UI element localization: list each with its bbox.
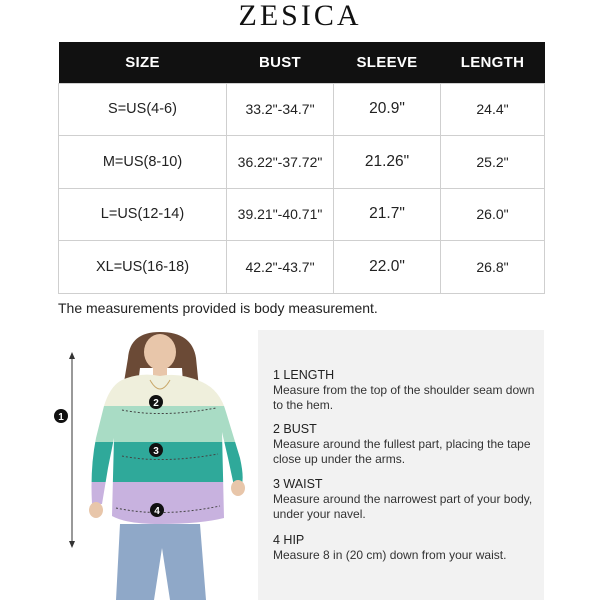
measurement-guide-panel	[258, 330, 544, 600]
marker-2-label: 2	[153, 398, 159, 409]
cell-length: 25.2"	[441, 136, 545, 189]
header-size: SIZE	[59, 42, 227, 83]
table-row	[59, 136, 545, 189]
guide-item-hip	[273, 533, 538, 563]
cell-size: XL=US(16-18)	[59, 241, 227, 294]
header-bust: BUST	[227, 42, 334, 83]
header-length: LENGTH	[441, 42, 545, 83]
guide-item-length	[273, 368, 538, 413]
guide-title: 4 HIP	[273, 533, 305, 547]
cell-bust: 33.2"-34.7"	[227, 83, 334, 136]
guide-title: 3 WAIST	[273, 477, 323, 491]
guide-title: 1 LENGTH	[273, 368, 335, 382]
guide-description: Measure from the top of the shoulder seam down to the hem.	[273, 383, 535, 412]
table-row	[59, 241, 545, 294]
guide-description: Measure around the fullest part, placing the tape close up under the arms.	[273, 437, 531, 466]
marker-1-label: 1	[58, 412, 64, 423]
cell-length: 26.8"	[441, 241, 545, 294]
measurement-note: The measurements provided is body measurement.	[58, 300, 378, 316]
guide-description: Measure 8 in (20 cm) down from your waist.	[273, 548, 507, 562]
cell-bust: 39.21"-40.71"	[227, 188, 334, 241]
cell-bust: 36.22"-37.72"	[227, 136, 334, 189]
cell-sleeve: 20.9"	[334, 83, 441, 136]
cell-sleeve: 22.0"	[334, 241, 441, 294]
guide-item-waist	[273, 477, 538, 522]
cell-sleeve: 21.7"	[334, 188, 441, 241]
table-row	[59, 83, 545, 136]
length-arrow-bottom	[69, 541, 75, 548]
size-chart-table	[58, 42, 545, 294]
guide-description: Measure around the narrowest part of your body, under your navel.	[273, 492, 533, 521]
marker-4-label: 4	[154, 506, 160, 517]
length-arrow-top	[69, 352, 75, 359]
cell-sleeve: 21.26"	[334, 136, 441, 189]
face-shape	[144, 334, 176, 370]
cell-bust: 42.2"-43.7"	[227, 241, 334, 294]
cell-size: S=US(4-6)	[59, 83, 227, 136]
guide-item-bust	[273, 422, 538, 467]
cell-length: 24.4"	[441, 83, 545, 136]
jeans-shape	[116, 524, 206, 600]
marker-3-label: 3	[153, 446, 159, 457]
header-sleeve: SLEEVE	[334, 42, 441, 83]
model-figure	[50, 328, 260, 600]
right-hand	[231, 480, 245, 496]
table-row	[59, 188, 545, 241]
brand-logo: ZESICA	[238, 0, 362, 32]
guide-title: 2 BUST	[273, 422, 317, 436]
left-hand	[89, 502, 103, 518]
cell-size: L=US(12-14)	[59, 188, 227, 241]
cell-length: 26.0"	[441, 188, 545, 241]
cell-size: M=US(8-10)	[59, 136, 227, 189]
table-header-row	[59, 42, 545, 83]
sweater-model-illustration	[50, 328, 260, 600]
